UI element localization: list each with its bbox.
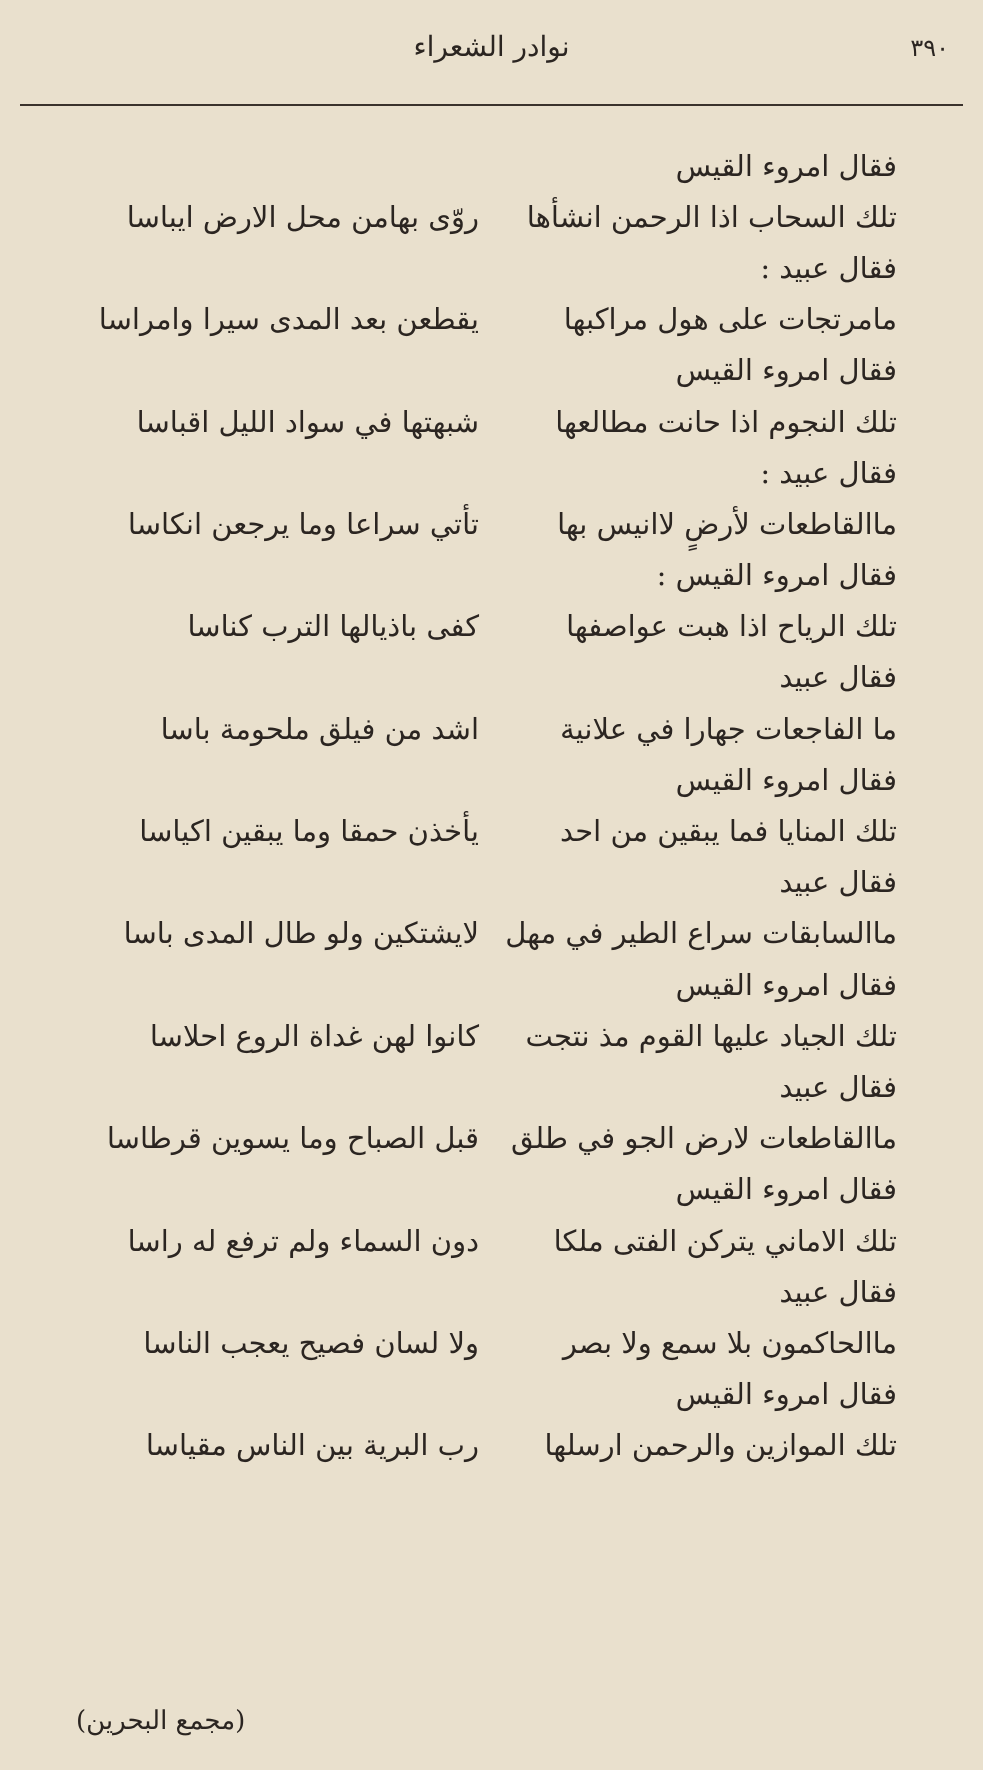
verse-line — [0, 396, 983, 447]
first-hemistich: تلك الموازين والرحمن ارسلها — [544, 1428, 897, 1463]
verse-line — [0, 1010, 983, 1061]
first-hemistich: تلك الجياد عليها القوم مذ نتجت — [525, 1018, 897, 1053]
source-credit: (مجمع البحرين) — [76, 1706, 246, 1736]
first-hemistich: تلك النجوم اذا حانت مطالعها — [555, 404, 897, 439]
first-hemistich: ماالقاطعات لأرضٍ لاانيس بها — [557, 506, 897, 541]
second-hemistich: يقطعن بعد المدى سيرا وامراسا — [98, 302, 479, 337]
speaker-line: فقال عبيد : — [760, 455, 897, 490]
speaker-line: فقال عبيد : — [760, 250, 897, 285]
verse-line — [0, 1317, 983, 1368]
second-hemistich: قبل الصباح وما يسوين قرطاسا — [106, 1121, 479, 1156]
second-hemistich: كفى باذيالها الترب كناسا — [187, 609, 479, 644]
speaker-line: فقال عبيد — [779, 865, 897, 900]
second-hemistich: يأخذن حمقا وما يبقين اكياسا — [139, 814, 479, 849]
speaker-line: فقال امروء القيس — [675, 967, 897, 1002]
verse-line — [0, 1420, 983, 1471]
speaker-line: فقال عبيد — [779, 1069, 897, 1104]
second-hemistich: دون السماء ولم ترفع له راسا — [127, 1223, 479, 1258]
verse-line — [0, 498, 983, 549]
first-hemistich: ما الفاجعات جهارا في علانية — [560, 711, 897, 746]
speaker-line: فقال امروء القيس — [675, 148, 897, 183]
second-hemistich: اشد من فيلق ملحومة باسا — [160, 711, 479, 746]
first-hemistich: تلك الرياح اذا هبت عواصفها — [566, 609, 897, 644]
verse-line — [0, 294, 983, 345]
running-title: نوادر الشعراء — [413, 30, 570, 63]
first-hemistich: ماالقاطعات لارض الجو في طلق — [511, 1121, 897, 1156]
verse-line — [0, 601, 983, 652]
speaker-line: فقال امروء القيس — [675, 1172, 897, 1207]
poem-body — [0, 140, 983, 1471]
first-hemistich: ماالسابقات سراع الطير في مهل — [505, 916, 897, 951]
first-hemistich: تلك السحاب اذا الرحمن انشأها — [526, 199, 897, 234]
verse-line — [0, 1113, 983, 1164]
second-hemistich: كانوا لهن غداة الروع احلاسا — [149, 1018, 479, 1053]
second-hemistich: روّى بهامن محل الارض ايباسا — [126, 199, 479, 234]
second-hemistich: لايشتكين ولو طال المدى باسا — [123, 916, 479, 951]
second-hemistich: رب البرية بين الناس مقياسا — [145, 1428, 479, 1463]
verse-line — [0, 703, 983, 754]
second-hemistich: ولا لسان فصيح يعجب الناسا — [143, 1325, 479, 1360]
first-hemistich: تلك المنايا فما يبقين من احد — [560, 814, 897, 849]
speaker-line: فقال امروء القيس — [675, 762, 897, 797]
page-number: ٣٩٠ — [910, 34, 949, 62]
speaker-line: فقال عبيد — [779, 660, 897, 695]
speaker-line: فقال امروء القيس — [675, 353, 897, 388]
first-hemistich: ماالحاكمون بلا سمع ولا بصر — [562, 1325, 897, 1360]
second-hemistich: تأتي سراعا وما يرجعن انكاسا — [127, 506, 479, 541]
speaker-line: فقال امروء القيس : — [656, 558, 897, 593]
verse-line — [0, 908, 983, 959]
header-rule — [20, 104, 963, 106]
verse-line — [0, 1215, 983, 1266]
first-hemistich: تلك الاماني يتركن الفتى ملكا — [553, 1223, 897, 1258]
verse-line — [0, 805, 983, 856]
speaker-line: فقال امروء القيس — [675, 1377, 897, 1412]
speaker-line: فقال عبيد — [779, 1274, 897, 1309]
verse-line — [0, 191, 983, 242]
second-hemistich: شبهتها في سواد الليل اقباسا — [136, 404, 479, 439]
first-hemistich: مامرتجات على هول مراكبها — [563, 302, 897, 337]
